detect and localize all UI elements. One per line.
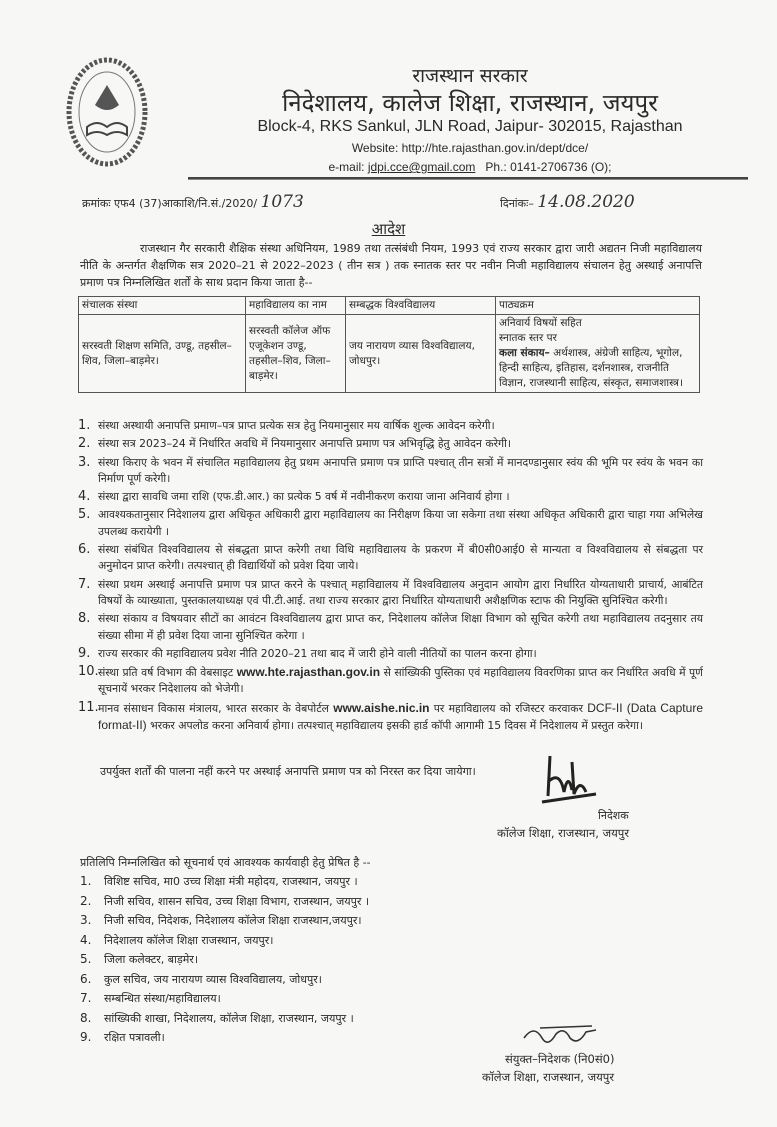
col-header: सम्बद्धक विश्वविद्यालय <box>346 297 496 315</box>
date-label: दिनांकः– <box>500 197 534 210</box>
condition-number: 10. <box>78 664 99 680</box>
item-text: विशिष्ट सचिव, मा0 उच्च शिक्षा मंत्री महोदय, राजस्थान, जयपुर । <box>104 875 358 888</box>
order-date <box>500 192 635 212</box>
text-segment: से सांख्यिकी पुस्तिका एवं महाविद्यालय विवरणिका प्राप्त कर निर्धारित अवधि में पूर्ण सूचनायें भरकर निदेशालय को भेजेगी। <box>98 666 703 696</box>
col-header: पाठ्यक्रम <box>496 297 700 315</box>
hte-website-link[interactable]: www.hte.rajasthan.gov.in <box>236 665 381 680</box>
condition-text: संस्था सत्र 2023–24 में निर्धारित अवधि में नियमानुसार अनापत्ति प्रमाण पत्र अभिवृद्धि हेतु आवेदन करेगी। <box>98 437 512 451</box>
text-segment: भरकर अपलोड करना अनिवार्य होगा। तत्पश्चात् महाविद्यालय इसकी हार्ड कॉपी आगामी 15 दिवस में निदेशालय में प्रस्तुत करेगा। <box>146 719 643 733</box>
condition-number: 6. <box>78 542 91 558</box>
item-number: 9. <box>80 1030 92 1044</box>
item-number: 8. <box>80 1010 92 1025</box>
condition-text: संस्था प्रथम अस्थाई अनापत्ति प्रमाण पत्र प्राप्त करने के पश्चात् महाविद्यालय में विश्वविद्यालय अनुदान आयोग द्वारा निर्धारित योग्यताधारी प्राचार्य, आबंटित विषयों के व्याख्याता, पुस्तकालयाध्यक्ष एवं पी.टी.आई. तथा राज्य सरकार द्वारा निर्धारित योग्यताधारी अशैक्षणिक स्टाफ की नियुक्ति सुनिश्चित करेगी। <box>98 577 703 607</box>
signatory-title: संयुक्त–निदेशक (नि0सं0) <box>505 1052 615 1066</box>
condition-item <box>78 646 703 662</box>
condition-item <box>78 418 703 434</box>
director-signature <box>538 752 598 804</box>
dcf-format-text: DCF-II (Data Capture format-II) <box>98 700 703 733</box>
condition-item <box>78 436 703 452</box>
col-header: महाविद्यालय का नाम <box>246 297 346 315</box>
email-label: e-mail: <box>328 160 368 174</box>
condition-number: 2. <box>78 436 91 452</box>
signatory-office: कॉलेज शिक्षा, राजस्थान, जयपुर <box>482 1070 615 1084</box>
order-title: आदेश <box>371 220 406 238</box>
condition-item <box>78 542 703 575</box>
table-header-row <box>79 297 700 315</box>
item-text: निजी सचिव, शासन सचिव, उच्च शिक्षा विभाग, राजस्थान, जयपुर । <box>104 894 370 908</box>
contact-line <box>240 160 700 174</box>
joint-director-signature <box>520 1020 600 1054</box>
item-number: 1. <box>80 874 92 888</box>
phone: Ph.: 0141-2706736 (O); <box>485 160 612 174</box>
reference-handwritten-number: 1073 <box>260 192 304 212</box>
reference-number <box>82 192 304 212</box>
item-number: 5. <box>80 952 92 966</box>
reference-label: क्रमांकः एफ4 (37)आकाशि/नि.सं./2020/ <box>82 197 258 210</box>
item-number: 3. <box>80 913 92 927</box>
condition-item <box>78 455 703 488</box>
college-details-table <box>78 296 700 393</box>
signatory-title: निदेशक <box>598 809 629 822</box>
copy-heading: प्रतिलिपि निम्नलिखित को सूचनार्थ एवं आवश्यक कार्यवाही हेतु प्रेषित है -- <box>80 856 371 869</box>
condition-item <box>78 577 703 610</box>
item-text: निजी सचिव, निदेशक, निदेशालय कॉलेज शिक्षा राजस्थान,जयपुर। <box>104 914 362 927</box>
text-segment: संस्था प्रति वर्ष विभाग की वेबसाइट <box>98 666 237 680</box>
item-number: 7. <box>80 991 92 1005</box>
condition-text: संस्था संबंधित विश्वविद्यालय से संबद्धता प्राप्त करेगी तथा विधि महाविद्यालय के प्रकरण में बी0सी0आई0 से मान्यता व विश्वविद्यालय से संबद्धता पर अनुमोदन प्राप्त करेगी। तत्पश्चात् ही विद्यार्थियों को प्रवेश दिया जाये। <box>98 543 703 573</box>
department-logo <box>65 55 150 170</box>
date-handwritten: 14.08.2020 <box>537 192 635 212</box>
list-item <box>80 872 369 892</box>
condition-text: आवश्यकतानुसार निदेशालय द्वारा अधिकृत अधिकारी द्वारा महाविद्यालय का निरीक्षण किया जा सकेगा तथा संस्था अधिकृत अधिकारी द्वारा चाहा गया अभिलेख उपलब्ध करायेगी । <box>98 508 703 538</box>
item-number: 2. <box>80 893 92 908</box>
text-segment: पर महाविद्यालय को रजिस्टर करवाकर <box>429 701 588 715</box>
condition-text: संस्था अस्थायी अनापत्ति प्रमाण–पत्र प्राप्त प्रत्येक सत्र हेतु नियमानुसार मय वार्षिक शुल्क आवेदन करेगी। <box>98 419 495 432</box>
university-cell: जय नारायण व्यास विश्वविद्यालय, जोधपुर। <box>346 315 496 393</box>
society-cell: सरस्वती शिक्षण समिति, उण्डू, तहसील–शिव, जिला–बाड़मेर। <box>79 315 246 393</box>
text-segment: मानव संसाधन विकास मंत्रालय, भारत सरकार के वेबपोर्टल <box>98 701 334 715</box>
government-name: राजस्थान सरकार <box>412 65 528 87</box>
faculty-label: कला संकाय– <box>499 347 550 359</box>
conditions-list <box>78 418 703 736</box>
list-item <box>80 911 369 931</box>
condition-number: 8. <box>78 611 91 627</box>
condition-number: 4. <box>78 489 91 505</box>
condition-text: संस्था द्वारा सावधि जमा राशि (एफ.डी.आर.) का प्रत्येक 5 वर्ष में नवीनीकरण कराया जाना अनिवार्य होगा । <box>98 490 510 504</box>
item-text: सम्बन्धित संस्था/महाविद्यालय। <box>104 992 221 1005</box>
list-item <box>80 970 369 990</box>
list-item <box>80 989 369 1009</box>
list-item <box>80 931 369 951</box>
condition-text: संस्था किराए के भवन में संचालित महाविद्यालय हेतु प्रथम अनापत्ति प्रमाण पत्र प्राप्ति पश्चात् तीन सत्रों में मानदण्डानुसार स्वंय की भूमि पर स्वंय के भवन का निर्माण पूर्ण करेगी। <box>98 455 703 485</box>
item-number: 6. <box>80 971 92 986</box>
website[interactable]: Website: http://hte.rajasthan.gov.in/dept/dce/ <box>351 141 589 155</box>
item-text: कुल सचिव, जय नारायण व्यास विश्वविद्यालय, जोधपुर। <box>104 972 322 986</box>
course-cell <box>496 315 700 393</box>
table-row <box>79 315 700 393</box>
condition-number: 11. <box>78 699 99 715</box>
condition-item <box>78 611 703 644</box>
item-text: सांख्यिकी शाखा, निदेशालय, कॉलेज शिक्षा, राजस्थान, जयपुर । <box>104 1011 354 1025</box>
condition-item <box>78 664 703 698</box>
item-text: जिला कलेक्टर, बाड़मेर। <box>104 953 199 966</box>
list-item <box>80 950 369 970</box>
list-item <box>80 1028 369 1048</box>
course-line: स्नातक स्तर पर <box>499 332 557 344</box>
intro-paragraph: राजस्थान गैर सरकारी शैक्षिक संस्था अधिनियम, 1989 तथा तत्संबंधी नियम, 1993 एवं राज्य सरकार द्वारा जारी अद्यतन निजी महाविद्यालय नीति के अन्तर्गत शैक्षणिक सत्र 2020–21 से 2022–2023 ( तीन सत्र ) तक स्नातक स्तर पर नवीन निजी महाविद्यालय संचालन हेतु अस्थाई अनापत्ति प्रमाण पत्र निम्नलिखित शर्तों के साथ प्रदान किया जाता है-- <box>80 242 702 289</box>
condition-number: 1. <box>78 418 91 433</box>
condition-number: 3. <box>78 454 91 470</box>
condition-item <box>78 700 703 735</box>
aishe-website-link[interactable]: www.aishe.nic.in <box>333 700 430 715</box>
email-link[interactable]: jdpi.cce@gmail.com <box>367 160 476 174</box>
condition-text <box>98 700 703 735</box>
col-header: संचालक संस्था <box>79 297 246 315</box>
condition-text: संस्था संकाय व विषयवार सीटों का आवंटन विश्वविद्यालय द्वारा प्राप्त कर, निदेशालय कॉलेज शिक्षा विभाग को सूचित करेगी तथा महाविद्यालय तदनुसार तय संख्या सीमा में ही प्रवेश दिया जाना सुनिश्चित करेगा । <box>98 612 703 642</box>
list-item <box>80 892 369 912</box>
item-text: निदेशालय कॉलेज शिक्षा राजस्थान, जयपुर। <box>104 933 274 947</box>
office-name: निदेशालय, कालेज शिक्षा, राजस्थान, जयपुर <box>282 89 658 117</box>
course-line: अनिवार्य विषयों सहित <box>499 317 582 329</box>
warning-note: उपर्युक्त शर्तों की पालना नहीं करने पर अस्थाई अनापत्ति प्रमाण पत्र को निरस्त कर दिया जायेगा। <box>100 765 476 778</box>
header-divider <box>188 177 748 180</box>
copy-list <box>80 872 369 1048</box>
condition-text: राज्य सरकार की महाविद्यालय प्रवेश नीति 2020–21 तथा बाद में जारी होने वाली नीतियों का पालन करना होगा। <box>98 646 537 660</box>
subjects-list: अर्थशास्त्र, अंग्रेजी साहित्य, भूगोल, हिन्दी साहित्य, इतिहास, दर्शनशास्त्र, राजनीति विज्ञान, राजस्थानी साहित्य, संस्कृत, समाजशास्त्र। <box>499 347 683 389</box>
item-number: 4. <box>80 932 92 947</box>
signatory-office: कॉलेज शिक्षा, राजस्थान, जयपुर <box>497 826 630 840</box>
condition-number: 5. <box>78 507 91 523</box>
condition-number: 9. <box>78 645 91 661</box>
list-item <box>80 1009 369 1029</box>
condition-text <box>98 664 703 698</box>
item-text: रक्षित पत्रावली। <box>104 1031 165 1044</box>
condition-item <box>78 507 703 540</box>
address: Block-4, RKS Sankul, JLN Road, Jaipur- 302015, Rajasthan <box>257 118 683 135</box>
condition-item <box>78 489 703 505</box>
college-cell: सरस्वती कॉलेज ऑफ एजूकेशन उण्डू, तहसील–शिव, जिला–बाड़मेर। <box>246 315 346 393</box>
condition-number: 7. <box>78 576 91 592</box>
